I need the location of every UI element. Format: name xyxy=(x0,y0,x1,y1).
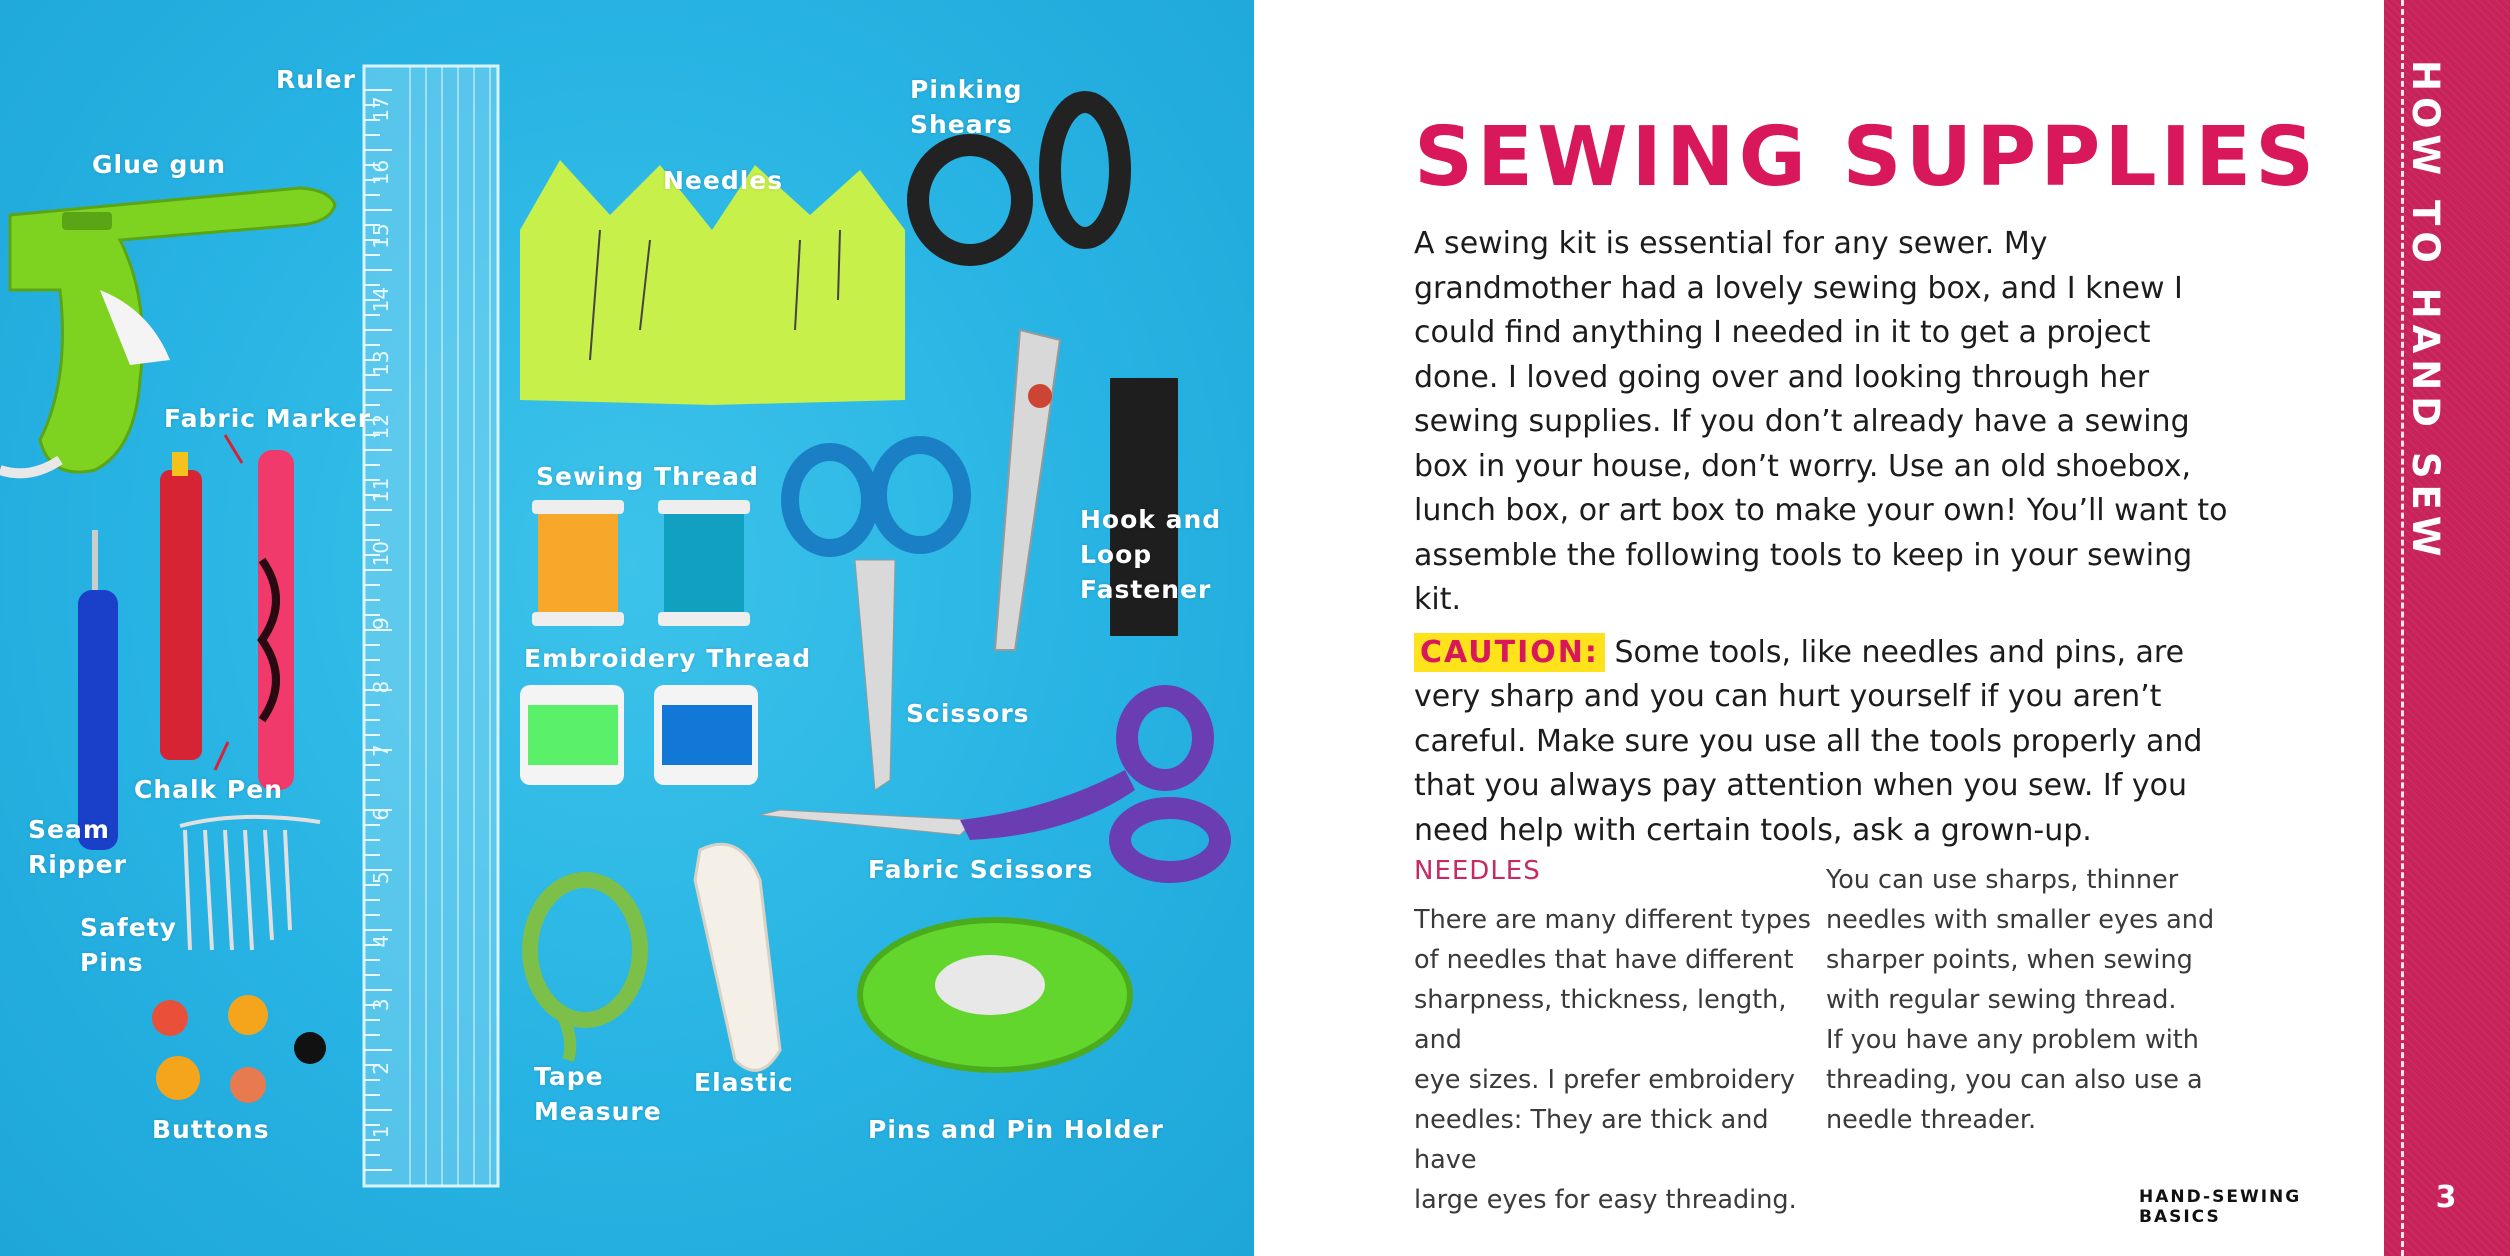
ruler-number: 9 xyxy=(369,617,393,630)
label-scissors: Scissors xyxy=(906,699,1030,728)
page-title: SEWING SUPPLIES xyxy=(1414,110,2319,205)
seam-ripper-image xyxy=(78,530,118,850)
fabric-marker-image xyxy=(258,450,294,790)
tape-measure-image xyxy=(530,880,640,1060)
ruler-number: 13 xyxy=(369,350,393,376)
intro-text xyxy=(1414,222,2244,853)
ruler-number: 3 xyxy=(369,998,393,1012)
label-pins-and-pin-holder: Pins and Pin Holder xyxy=(868,1115,1164,1144)
label-needles: Needles xyxy=(663,166,784,195)
label-seam-ripper: Seam Ripper xyxy=(28,815,127,879)
label-buttons: Buttons xyxy=(152,1115,270,1144)
label-sewing-thread: Sewing Thread xyxy=(536,462,759,491)
ruler-number: 1 xyxy=(369,1125,393,1139)
ruler-number: 15 xyxy=(369,223,393,249)
caution-paragraph xyxy=(1414,631,2244,854)
ruler-number: 4 xyxy=(369,934,393,948)
ruler-number: 8 xyxy=(369,680,393,694)
ruler-number: 12 xyxy=(369,413,393,440)
section-footer: HAND-SEWING BASICS xyxy=(2139,1187,2302,1227)
label-chalk-pen: Chalk Pen xyxy=(134,775,283,804)
label-ruler: Ruler xyxy=(276,65,356,94)
elastic-image xyxy=(695,844,780,1070)
label-tape-measure: Tape Measure xyxy=(534,1062,662,1126)
needles-heading: NEEDLES xyxy=(1414,856,1541,886)
intro-paragraph: A sewing kit is essential for any sewer. My grandmother had a lovely sewing box, and I knew I could find anything I needed in it to get a project done. I loved going over and looking through her sewing supplies. If you don’t already have a sewing box in your house, don’t worry. Use an old shoebox, lunch box, or art box to make your own! You’ll want to assemble the following tools to keep in your sewing kit. xyxy=(1414,226,2228,617)
sewing-thread-image xyxy=(532,500,750,626)
embroidery-thread-image xyxy=(520,685,758,785)
ruler-number: 14 xyxy=(369,286,393,313)
page-number: 3 xyxy=(2435,1180,2457,1215)
needles-column-2: You can use sharps, thinner needles with smaller eyes and sharper points, when sewing with regular sewing thread. If you have any problem with threading, you can also use a needle threader. xyxy=(1826,865,2215,1135)
buttons-image xyxy=(152,995,326,1103)
caution-label: CAUTION: xyxy=(1414,633,1605,672)
label-safety-pins: Safety Pins xyxy=(80,913,177,977)
fabric-marker-arrow xyxy=(225,435,242,463)
label-elastic: Elastic xyxy=(694,1068,794,1097)
ruler-number: 16 xyxy=(369,159,393,186)
chapter-tab xyxy=(2384,0,2510,1256)
label-glue-gun: Glue gun xyxy=(92,150,227,179)
label-pinking-shears: Pinking Shears xyxy=(910,75,1023,139)
text-page xyxy=(1254,0,2384,1256)
label-fabric-scissors: Fabric Scissors xyxy=(868,855,1094,884)
ruler-number: 11 xyxy=(369,477,393,503)
ruler-number: 17 xyxy=(369,96,393,122)
ruler-number: 7 xyxy=(369,744,393,758)
ruler-number: 2 xyxy=(369,1061,393,1075)
supplies-photo xyxy=(0,0,1254,1256)
ruler-image xyxy=(364,66,498,1186)
label-embroidery-thread: Embroidery Thread xyxy=(524,644,812,673)
ruler-number: 10 xyxy=(369,541,393,567)
pin-holder-image xyxy=(860,920,1130,1070)
needles-column-1: There are many different types of needles that have different sharpness, thickness, length, and eye sizes. I prefer embroidery needles: They are thick and have large eyes for easy threading. xyxy=(1414,905,1811,1215)
chapter-title: HOW TO HAND SEW xyxy=(2404,60,2447,563)
caution-text: Some tools, like needles and pins, are very sharp and you can hurt yourself if you aren’t careful. Make sure you use all the tools properly and that you always pay attention when you sew. If you need help with certain tools, ask a grown-up. xyxy=(1414,634,2203,848)
label-hook-loop-fastener: Hook and Loop Fastener xyxy=(1080,505,1222,604)
ruler-number: 6 xyxy=(369,807,393,821)
safety-pins-image xyxy=(180,817,320,950)
scissors-image xyxy=(790,445,962,790)
chalk-pen-image xyxy=(160,452,202,760)
ruler-number: 5 xyxy=(369,871,393,885)
chalk-pen-arrow xyxy=(215,742,228,770)
label-fabric-marker: Fabric Marker xyxy=(164,404,372,433)
